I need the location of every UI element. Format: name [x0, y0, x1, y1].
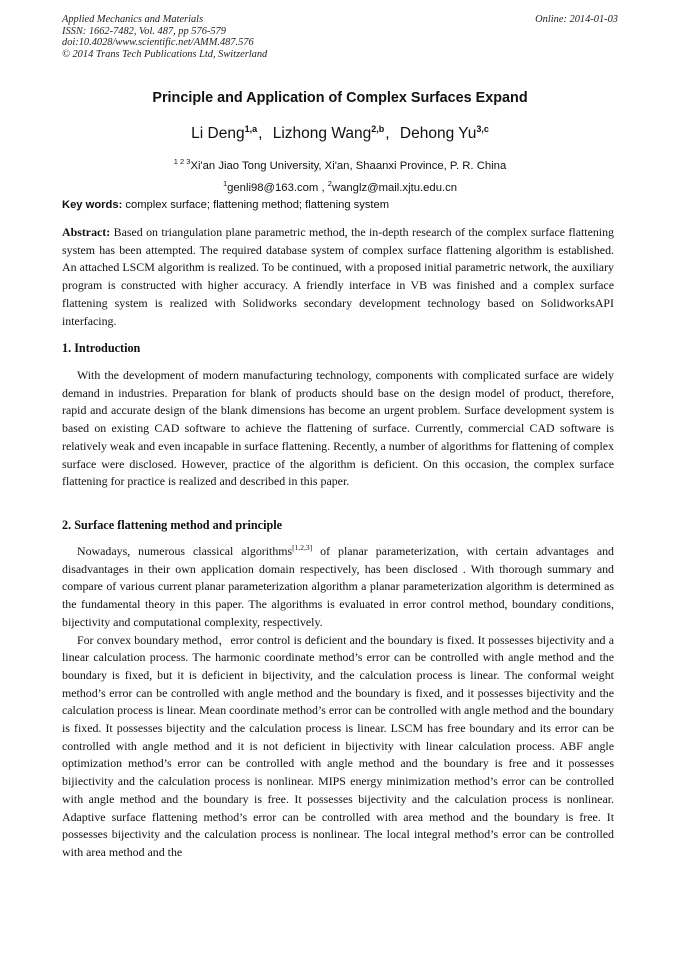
keywords-label: Key words:	[62, 199, 123, 211]
author-name: Li Deng	[191, 125, 245, 143]
paragraph-text: Nowadays, numerous classical algorithms	[77, 544, 293, 558]
abstract-label: Abstract:	[62, 225, 111, 239]
email-superscript: 2	[327, 178, 332, 188]
keywords	[62, 199, 618, 211]
issn-line: ISSN: 1662-7482, Vol. 487, pp 576-579	[62, 25, 226, 37]
section-heading-flattening: 2. Surface flattening method and principle	[62, 518, 283, 532]
author-name: Lizhong Wang	[272, 125, 372, 143]
doi-line[interactable]: doi:10.4028/www.scientific.net/AMM.487.576	[62, 37, 254, 49]
email-2[interactable]: wanglz@mail.xjtu.edu.cn	[331, 181, 458, 194]
author-superscript: 2,b	[371, 124, 385, 134]
keywords-text: complex surface; flattening method; flattening system	[125, 199, 390, 211]
author-superscript: 3,c	[476, 124, 489, 134]
email-1[interactable]: genli98@163.com ,	[227, 181, 328, 194]
author-separator: ,	[385, 125, 390, 143]
paragraph: For convex boundary method，error control is deficient and the boundary is fixed. It possesses bijectivity and a linear calculation process. The harmonic coordinate method’s error can be controlled with angle method and the boundary is fixed, but it is deficient in bijectivity, and the calculation process is linear. The conformal weight method’s error can be controlled with angle method and the boundary is fixed, and it possesses bijectivity and the calculation process is linear. Mean coordinate method’s error can be controlled with angle method and the boundary is fixed. It possesses bijectity and the calculation process is linear. LSCM has free boundary and its error can be controlled with angle method and it is not deficient in bijectivity with linear calculation process. ABF angle optimization method’s error can be controlled with angle method and the boundary is free and it possesses bijiectivity and the calculation process is nonlinear. MIPS energy minimization method’s error can be controlled with angle method and the boundary is free. It possesses bijectivity and the calculation process is nonlinear. Adaptive surface flattening method’s error can be controlled with area method and the boundary is free. It possesses bijectivity and the calculation process is nonlinear. The local integral method’s error can be controlled with area method and the	[62, 632, 614, 859]
journal-name: Applied Mechanics and Materials	[62, 14, 204, 25]
paragraph	[62, 543, 614, 632]
affiliation-text: Xi'an Jiao Tong University, Xi'an, Shaanxi Province, P. R. China	[190, 159, 507, 172]
paragraph-text: of planar parameterization, with certain advantages and disadvantages in their own application domain respectively, has been disclosed . With thorough summary and compare of various current planar parameterization algorithm a planar parameterization algorithm is determined as the fundamental theory in this paper. The algorithms is evaluated in error control method, boundary conditions, bijectivity and computational complexity, respectively.	[62, 544, 614, 629]
email-line	[62, 175, 618, 197]
citation-reference[interactable]: [1,2,3]	[292, 543, 313, 553]
author-separator: ,	[258, 125, 263, 143]
abstract	[62, 224, 614, 330]
affiliation-line	[62, 153, 618, 175]
paper-title: Principle and Application of Complex Surfaces Expand	[152, 90, 528, 106]
abstract-text: Based on triangulation plane parametric method, the in-depth research of the complex surface flattening system has been attempted. The required database system of complex surface flattening algorithm is established. An attached LSCM algorithm is realized. To be continued, with a proposed initial parametric network, the auxiliary program is constructed with higher accuracy. A friendly interface in VB was finished and a complex surface flattening system is realized with Solidworks secondary development technology based on SolidworksAPI interfacing.	[62, 225, 614, 328]
section-heading-introduction: 1. Introduction	[62, 341, 141, 355]
section-2-body	[62, 543, 614, 862]
affiliation-superscript: 1 2 3	[173, 157, 191, 166]
copyright-line: © 2014 Trans Tech Publications Ltd, Switzerland	[62, 48, 268, 60]
online-date: Online: 2014-01-03	[535, 14, 618, 25]
email-superscript: 1	[222, 178, 228, 188]
introduction-body	[62, 367, 614, 491]
author-name: Dehong Yu	[399, 125, 477, 143]
author-list	[62, 124, 618, 143]
journal-header	[62, 14, 618, 60]
affiliation-block	[62, 153, 618, 197]
author-superscript: 1,a	[244, 124, 258, 134]
paragraph: With the development of modern manufacturing technology, components with complicated surface are widely demand in industries. Preparation for blank of products should base on the design model of product, therefore, rapid and accurate design of the blank dimensions has become an urgent problem. Surface development system is based on existing CAD software to achieve the flattening of surface. Currently, commercial CAD software is relatively weak and even incapable in surface flattening. Recently, a number of algorithms for flattening of complex surface were disclosed. However, practice of the algorithm is deficient. On this occasion, the complex surface flattening for practice is realized and described in this paper.	[62, 368, 614, 489]
